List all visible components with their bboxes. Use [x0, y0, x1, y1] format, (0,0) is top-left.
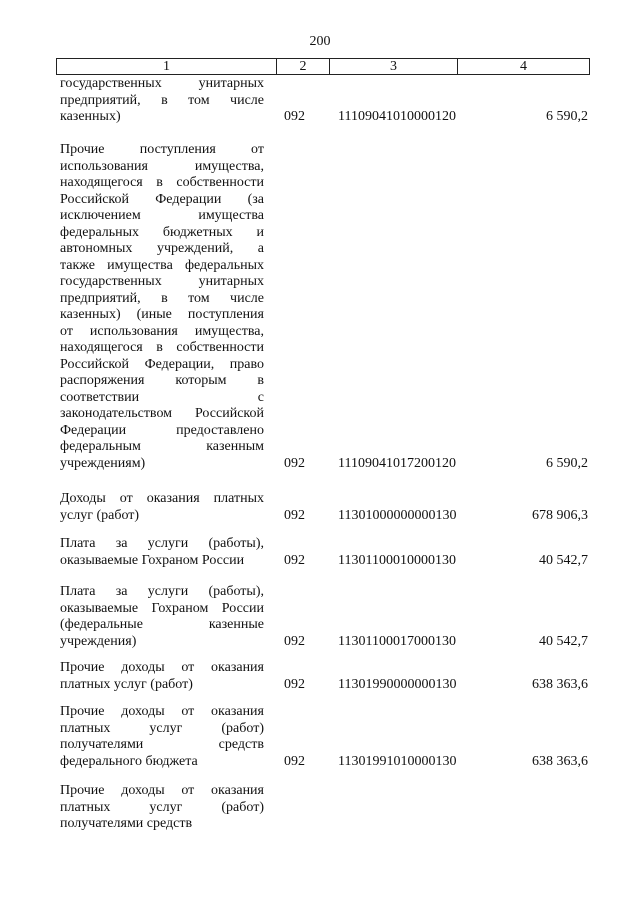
description-line: Прочие доходы от оказания [60, 783, 264, 798]
description-line: оказываемые Гохраном России [60, 600, 264, 616]
description-line: также имущества федеральных [60, 257, 264, 273]
description-line: услуг (работ) [60, 507, 140, 523]
admin-code: 092 [284, 633, 305, 649]
budget-classification-code: 11109041010000120 [338, 109, 456, 124]
description-line: Плата за услуги (работы), [60, 536, 264, 551]
budget-classification-code: 11109041017200120 [338, 455, 456, 471]
description-line: Российской Федерации, право [60, 356, 264, 372]
description-line: оказываемые Гохраном России [60, 552, 245, 568]
table-row [60, 660, 588, 693]
description-line: учреждениям) [60, 455, 146, 471]
description-line: исключением имущества [60, 208, 264, 223]
table-row [60, 536, 588, 569]
description-line: предприятий, в том числе [60, 290, 264, 306]
description-line: Прочие поступления от [60, 142, 264, 157]
description-line: распоряжения которым в [60, 373, 264, 388]
description-line: Прочие доходы от оказания [60, 660, 264, 675]
description-line: платных услуг (работ) [60, 720, 264, 736]
description-line: находящегося в собственности [60, 340, 264, 355]
admin-code: 092 [284, 552, 305, 568]
description-line: учреждения) [60, 633, 137, 649]
amount: 638 363,6 [532, 753, 588, 769]
row-description [60, 536, 264, 569]
amount: 6 590,2 [546, 455, 588, 471]
table-row [60, 142, 588, 472]
budget-classification-code: 11301990000000130 [338, 676, 457, 692]
description-line: законодательством Российской [60, 406, 264, 421]
description-line: автономных учреждений, а [60, 241, 264, 256]
admin-code: 092 [284, 507, 305, 523]
description-line: от использования имущества, [60, 323, 264, 339]
table-row [60, 704, 588, 770]
description-line: платных услуг (работ) [60, 799, 264, 815]
table-row [60, 76, 588, 126]
header-col-4: 4 [457, 59, 590, 74]
table-row [60, 584, 588, 650]
header-col-3: 3 [329, 59, 457, 74]
row-description [60, 142, 264, 472]
description-line: Доходы от оказания платных [60, 491, 264, 506]
description-line: получателями средств [60, 737, 264, 752]
description-line: федерального бюджета [60, 753, 198, 769]
description-line: предприятий, в том числе [60, 92, 264, 108]
table-row [60, 491, 588, 524]
admin-code: 092 [284, 753, 305, 769]
description-line: использования имущества, [60, 158, 264, 174]
row-description [60, 660, 264, 693]
budget-classification-code: 11301000000000130 [338, 507, 457, 523]
table-row [60, 783, 588, 833]
admin-code: 092 [284, 676, 305, 692]
amount: 638 363,6 [532, 676, 588, 692]
row-description [60, 491, 264, 524]
description-line: Прочие доходы от оказания [60, 704, 264, 719]
table-header [56, 58, 590, 75]
description-line: казенных) [60, 109, 121, 124]
row-description [60, 76, 264, 126]
description-line: федеральным казенным [60, 439, 264, 454]
description-line: платных услуг (работ) [60, 676, 193, 692]
header-col-1: 1 [56, 59, 276, 74]
amount: 6 590,2 [546, 109, 588, 124]
row-description [60, 783, 264, 833]
budget-classification-code: 11301991010000130 [338, 753, 457, 769]
amount: 40 542,7 [539, 552, 588, 568]
amount: 678 906,3 [532, 507, 588, 523]
description-line: (федеральные казенные [60, 617, 264, 632]
description-line: Федерации предоставлено [60, 422, 264, 438]
budget-classification-code: 11301100010000130 [338, 552, 456, 568]
description-line: Плата за услуги (работы), [60, 584, 264, 599]
row-description [60, 704, 264, 770]
header-col-2: 2 [276, 59, 329, 74]
description-line: находящегося в собственности [60, 175, 264, 190]
budget-classification-code: 11301100017000130 [338, 633, 456, 649]
description-line: федеральных бюджетных и [60, 224, 264, 240]
description-line: государственных унитарных [60, 274, 264, 289]
page-number: 200 [309, 34, 331, 49]
admin-code: 092 [284, 455, 305, 471]
description-line: казенных) (иные поступления [60, 307, 264, 322]
admin-code: 092 [284, 109, 305, 124]
amount: 40 542,7 [539, 633, 588, 649]
description-line: соответствии с [60, 389, 264, 405]
description-line: получателями средств [60, 816, 193, 831]
description-line: Российской Федерации (за [60, 191, 264, 207]
row-description [60, 584, 264, 650]
description-line: государственных унитарных [60, 76, 264, 91]
